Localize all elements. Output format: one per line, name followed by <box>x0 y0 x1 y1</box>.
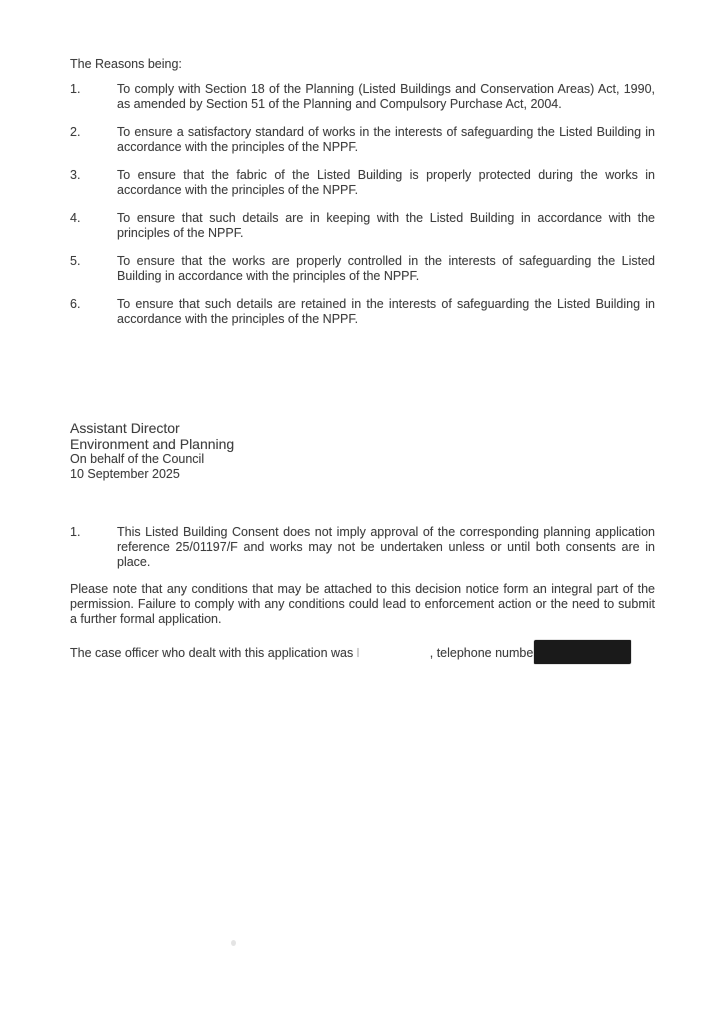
faded-name-mark: I <box>356 646 360 660</box>
informative-notes-list <box>70 525 655 570</box>
letter-body <box>70 57 655 664</box>
reason-number: 5. <box>70 254 81 268</box>
reason-item <box>70 297 655 327</box>
signatory-on-behalf: On behalf of the Council <box>70 452 205 466</box>
signatory-department: Environment and Planning <box>70 435 235 452</box>
reason-number: 1. <box>70 82 81 96</box>
reason-item <box>70 168 655 198</box>
reason-item <box>70 211 655 241</box>
reason-text: To ensure that such details are retained in the interests of safeguarding the Listed Building in accordance with the principles of the NPPF. <box>117 297 655 326</box>
reasons-heading: The Reasons being: <box>70 57 182 71</box>
reason-item <box>70 125 655 155</box>
reason-text: To ensure that the fabric of the Listed Building is properly protected during the works in accordance with the principles of the NPPF. <box>117 168 655 197</box>
reason-number: 6. <box>70 297 81 311</box>
note-item <box>70 525 655 570</box>
reason-text: To ensure that the works are properly controlled in the interests of safeguarding the Listed Building in accordance with the principles of the NPPF. <box>117 254 655 283</box>
reason-item <box>70 254 655 284</box>
reason-text: To comply with Section 18 of the Planning (Listed Buildings and Conservation Areas) Act, 1990, as amended by Section 51 of the Planning and Compulsory Purchase Act, 2004. <box>117 82 655 111</box>
reason-number: 4. <box>70 211 81 225</box>
reasons-list <box>70 82 655 327</box>
signature-block <box>70 421 655 481</box>
reason-item <box>70 82 655 112</box>
decision-date: 10 September 2025 <box>70 466 180 481</box>
scan-artifact-speck <box>231 940 236 946</box>
reason-text: To ensure that such details are in keeping with the Listed Building in accordance with the principles of the NPPF. <box>117 211 655 240</box>
case-officer-line <box>70 640 655 664</box>
note-text: This Listed Building Consent does not imply approval of the corresponding planning application reference 25/01197/F and works may not be undertaken unless or until both consents are in place. <box>117 525 655 569</box>
telephone-text: , telephone numbe <box>429 646 534 660</box>
note-number: 1. <box>70 525 81 539</box>
signatory-title: Assistant Director <box>70 420 180 436</box>
telephone-redaction-box <box>534 640 631 664</box>
reason-number: 2. <box>70 125 81 139</box>
conditions-note-paragraph: Please note that any conditions that may be attached to this decision notice form an integral part of the permission. Failure to comply with any conditions could lead to enforcement action or the need to submit a further formal application. <box>70 582 655 626</box>
case-officer-prefix: The case officer who dealt with this application was <box>70 646 354 660</box>
reason-text: To ensure a satisfactory standard of works in the interests of safeguarding the Listed Building in accordance with the principles of the NPPF. <box>117 125 655 154</box>
reason-number: 3. <box>70 168 81 182</box>
